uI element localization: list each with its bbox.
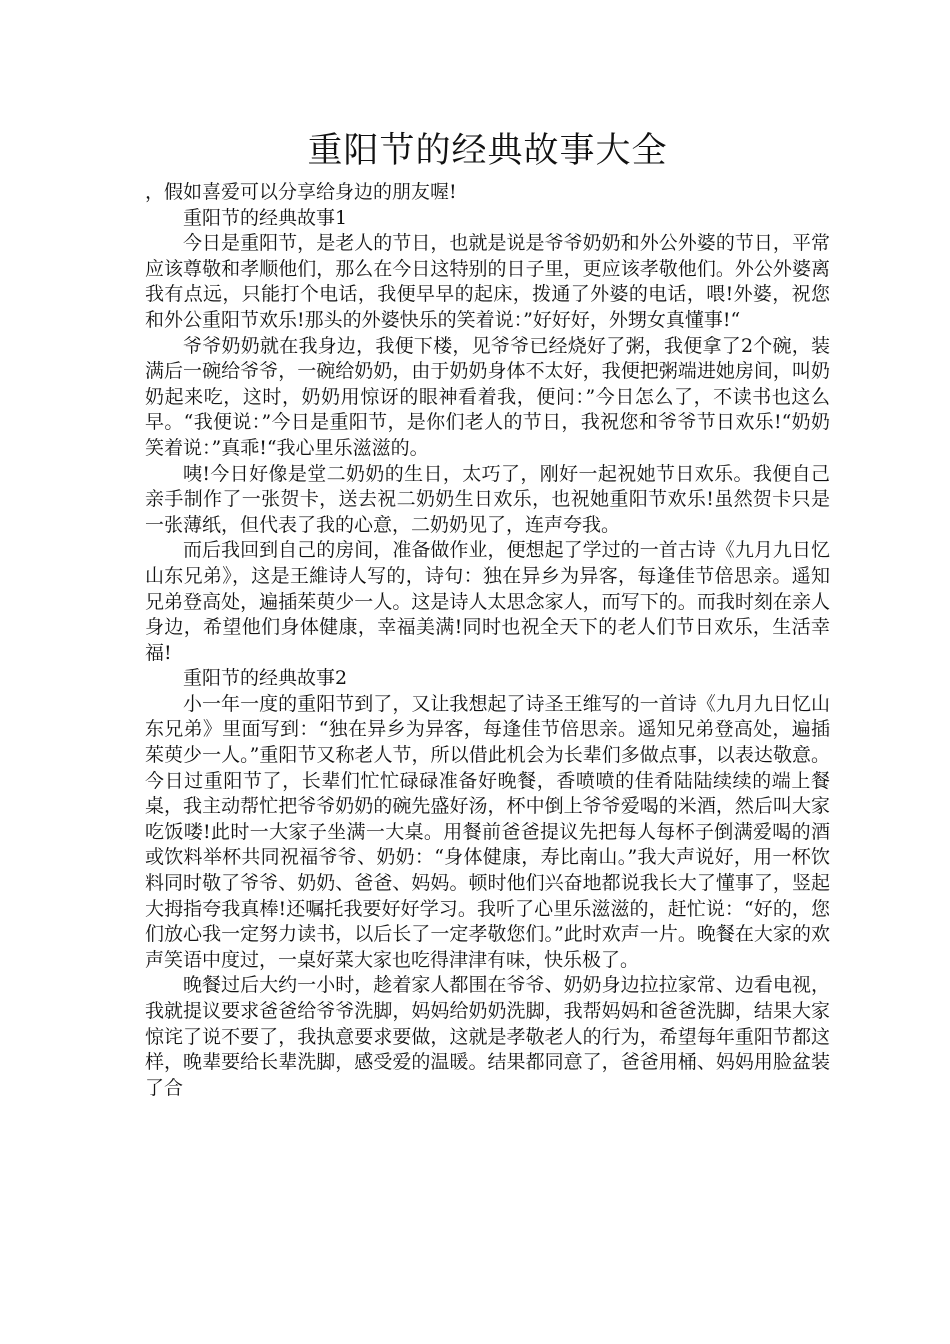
- document-body: [145, 128, 830, 1101]
- story-1-paragraph-4: 而后我回到自己的房间，准备做作业，便想起了学过的一首古诗《九月九日忆山东兄弟》，这是王維诗人写的，诗句：独在异乡为异客，每逢佳节倍思亲。遥知兄弟登高处，遍插茱萸少一人。这是诗人太思念家人，而写下的。而我时刻在亲人身边，希望他们身体健康，幸福美满!同时也祝全天下的老人们节日欢乐，生活幸福!: [145, 539, 830, 664]
- story-1-paragraph-1: 今日是重阳节，是老人的节日，也就是说是爷爷奶奶和外公外婆的节日，平常应该尊敬和孝顺他们，那么在今日这特别的日子里，更应该孝敬他们。外公外婆离我有点远，只能打个电话，我便早早的起床，拨通了外婆的电话，喂!外婆，祝您和外公重阳节欢乐!那头的外婆快乐的笑着说：”好好好，外甥女真懂事!“: [145, 232, 830, 331]
- story-1-paragraph-3: 咦!今日好像是堂二奶奶的生日，太巧了，刚好一起祝她节日欢乐。我便自己亲手制作了一张贺卡，送去祝二奶奶生日欢乐，也祝她重阳节欢乐!虽然贺卡只是一张薄纸，但代表了我的心意，二奶奶见了，连声夸我。: [145, 462, 830, 536]
- section-heading-1: 重阳节的经典故事1: [183, 206, 348, 229]
- story-1-paragraph-2: 爷爷奶奶就在我身边，我便下楼，见爷爷已经烧好了粥，我便拿了2个碗，装满后一碗给爷爷，一碗给奶奶，由于奶奶身体不太好，我便把粥端进她房间，叫奶奶起来吃，这时，奶奶用惊讶的眼神看着我，便问：”今日怎么了，不读书也这么早。“我便说：”今日是重阳节，是你们老人的节日，我祝您和爷爷节日欢乐!“奶奶笑着说：”真乖!“我心里乐滋滋的。: [145, 334, 830, 459]
- story-2-paragraph-2: 晚餐过后大约一小时，趁着家人都围在爷爷、奶奶身边拉拉家常、边看电视，我就提议要求爸爸给爷爷洗脚，妈妈给奶奶洗脚，我帮妈妈和爸爸洗脚，结果大家惊诧了说不要了，我执意要求要做，这就是孝敬老人的行为，希望每年重阳节都这样，晚辈要给长辈洗脚，感受爱的温暖。结果都同意了，爸爸用桶、妈妈用脸盆装了合: [145, 974, 830, 1099]
- intro-paragraph: ，假如喜爱可以分享给身边的朋友喔!: [145, 181, 457, 203]
- section-heading-2: 重阳节的经典故事2: [183, 667, 348, 690]
- story-2-paragraph-1: 小一年一度的重阳节到了，又让我想起了诗圣王维写的一首诗《九月九日忆山东兄弟》里面写到：“独在异乡为异客，每逢佳节倍思亲。遥知兄弟登高处，遍插茱萸少一人。”重阳节又称老人节，所以借此机会为长辈们多做点事，以表达敬意。今日过重阳节了，长辈们忙忙碌碌准备好晚餐，香喷喷的佳肴陆陆续续的端上餐桌，我主动帮忙把爷爷奶奶的碗先盛好汤，杯中倒上爷爷爱喝的米酒，然后叫大家吃饭喽!此时一大家子坐满一大桌。用餐前爸爸提议先把每人每杯子倒满爱喝的酒或饮料举杯共同祝福爷爷、奶奶：“身体健康，寿比南山。”我大声说好，用一杯饮料同时敬了爷爷、奶奶、爸爸、妈妈。顿时他们兴奋地都说我长大了懂事了，竖起大拇指夸我真棒!还嘱托我要好好学习。我听了心里乐滋滋的，赶忙说：“好的，您们放心我一定努力读书，以后长了一定孝敬您们。”此时欢声一片。晚餐在大家的欢声笑语中度过，一桌好菜大家也吃得津津有味，快乐极了。: [145, 692, 830, 971]
- document-title: 重阳节的经典故事大全: [307, 131, 668, 171]
